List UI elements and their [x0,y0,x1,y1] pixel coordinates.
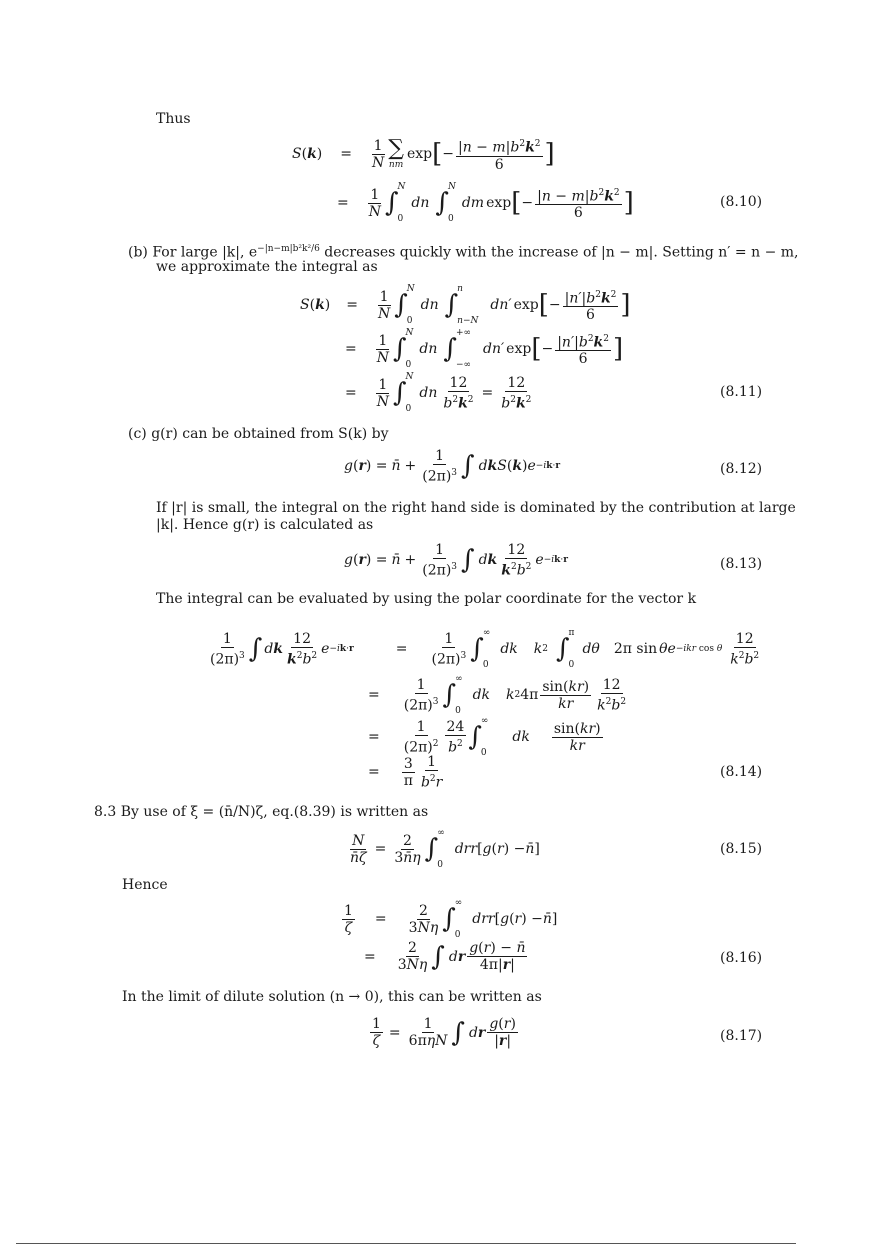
part-b-line2: we approximate the integral as [156,259,378,275]
equation-number-8-14: (8.14) [720,764,763,780]
equation-8-14-line3: = $\frac{1}{(2\pi)^2}$ $\frac{24}{b^2}$ ∫ ∞ 0 dk $\frac{\sin(kr)}{kr}$ [368,716,601,758]
polar-line: The integral can be evaluated by using the polar coordinate for the vector k [156,591,697,607]
equation-8-11-line1: S ( k ) = $\frac{1}{N}$ ∫ N 0 dn ∫ n n−N dn′ exp [ − $\frac{|n'|b^2k^2}{6}$ ] [300,284,631,326]
small-r-line2: |k|. Hence g(r) is calculated as [156,517,374,533]
equation-8-14-line1: $\frac{1}{(2\pi)^3}$ ∫ d k $\frac{12}{k^2b^2}$ e −ik·r = $\frac{1}{(2\pi)^3}$ ∫ ∞ 0 dk k 2 ∫ π 0 dθ 2π sin θe −ikr cos θ $\frac{12}{k^2b^2}$ [210,628,760,670]
footer-rule [16,1243,796,1244]
equation-number-8-16: (8.16) [720,950,763,966]
equation-number-8-10: (8.10) [720,194,763,210]
part-b-line1: (b) For large |k|, $e^{-|n-m|b^2k^2/6}$ decreases quickly with the increase of |n − m|. Setting n′ = n − m, [128,244,799,261]
thus-label: Thus [156,111,191,127]
equation-8-10-line2: = $\frac{1}{N}$ ∫ N 0 dn ∫ N 0 dm exp [ − $\frac{|n - m|b^2k^2}{6}$ ] [337,182,634,224]
hence-label: Hence [122,877,168,893]
equation-8-15: $\frac{N}{n̄\zeta}$ = $\frac{2}{3n̄\eta}$ ∫ ∞ 0 drr [ g ( r ) − n̄ ] [350,828,540,870]
equation-number-8-12: (8.12) [720,461,763,477]
equation-8-16-line2: = $\frac{2}{3N\eta}$ ∫ d r $\frac{g(r) - n̄}{4\pi|r|}$ [364,940,526,973]
equation-number-8-13: (8.13) [720,556,763,572]
dilute-line: In the limit of dilute solution (n → 0), this can be written as [122,989,542,1005]
equation-number-8-15: (8.15) [720,841,763,857]
equation-8-12: g ( r ) = n̄ + $\frac{1}{(2\pi)^3}$ ∫ d k S ( k ) e −ik·r [344,448,561,485]
equation-8-16-line1: $\frac{1}{\zeta}$ = $\frac{2}{3N\eta}$ ∫ ∞ 0 drr [ g ( r ) − n̄ ] [344,898,558,940]
part-c-line: (c) g(r) can be obtained from S(k) by [128,426,389,442]
equation-8-13: g ( r ) = n̄ + $\frac{1}{(2\pi)^3}$ ∫ d k $\frac{12}{k^2b^2}$ e −ik·r [344,542,568,579]
equation-8-14-line2: = $\frac{1}{(2\pi)^3}$ ∫ ∞ 0 dk k 2 4π $\frac{\sin(kr)}{kr}$ $\frac{12}{k^2b^2}$ [368,674,627,716]
equation-8-10-line1: S ( k ) = $\frac{1}{N}$ ∑ nm exp [ − $\frac{|n - m|b^2k^2}{6}$ ] [292,136,555,173]
equation-number-8-11: (8.11) [720,384,763,400]
equation-8-11-line2: = $\frac{1}{N}$ ∫ N 0 dn ∫ +∞ −∞ dn′ exp [ − $\frac{|n'|b^2k^2}{6}$ ] [345,328,624,370]
equation-8-14-line4: = $\frac{3}{\pi}$ $\frac{1}{b^2r}$ [368,754,443,791]
equation-number-8-17: (8.17) [720,1028,763,1044]
equation-8-11-line3: = $\frac{1}{N}$ ∫ N 0 dn $\frac{12}{b^2k^2}$ = $\frac{12}{b^2k^2}$ [345,372,532,414]
equation-8-17: $\frac{1}{\zeta}$ = $\frac{1}{\text{6πηN}}$ ∫ d r $\frac{g(r)}{|r|}$ [372,1016,516,1049]
small-r-line1: If |r| is small, the integral on the right hand side is dominated by the contribution at large [156,500,796,516]
section-8-3-line: 8.3 By use of ξ = (n̄/N)ζ, eq.(8.39) is written as [94,804,429,820]
